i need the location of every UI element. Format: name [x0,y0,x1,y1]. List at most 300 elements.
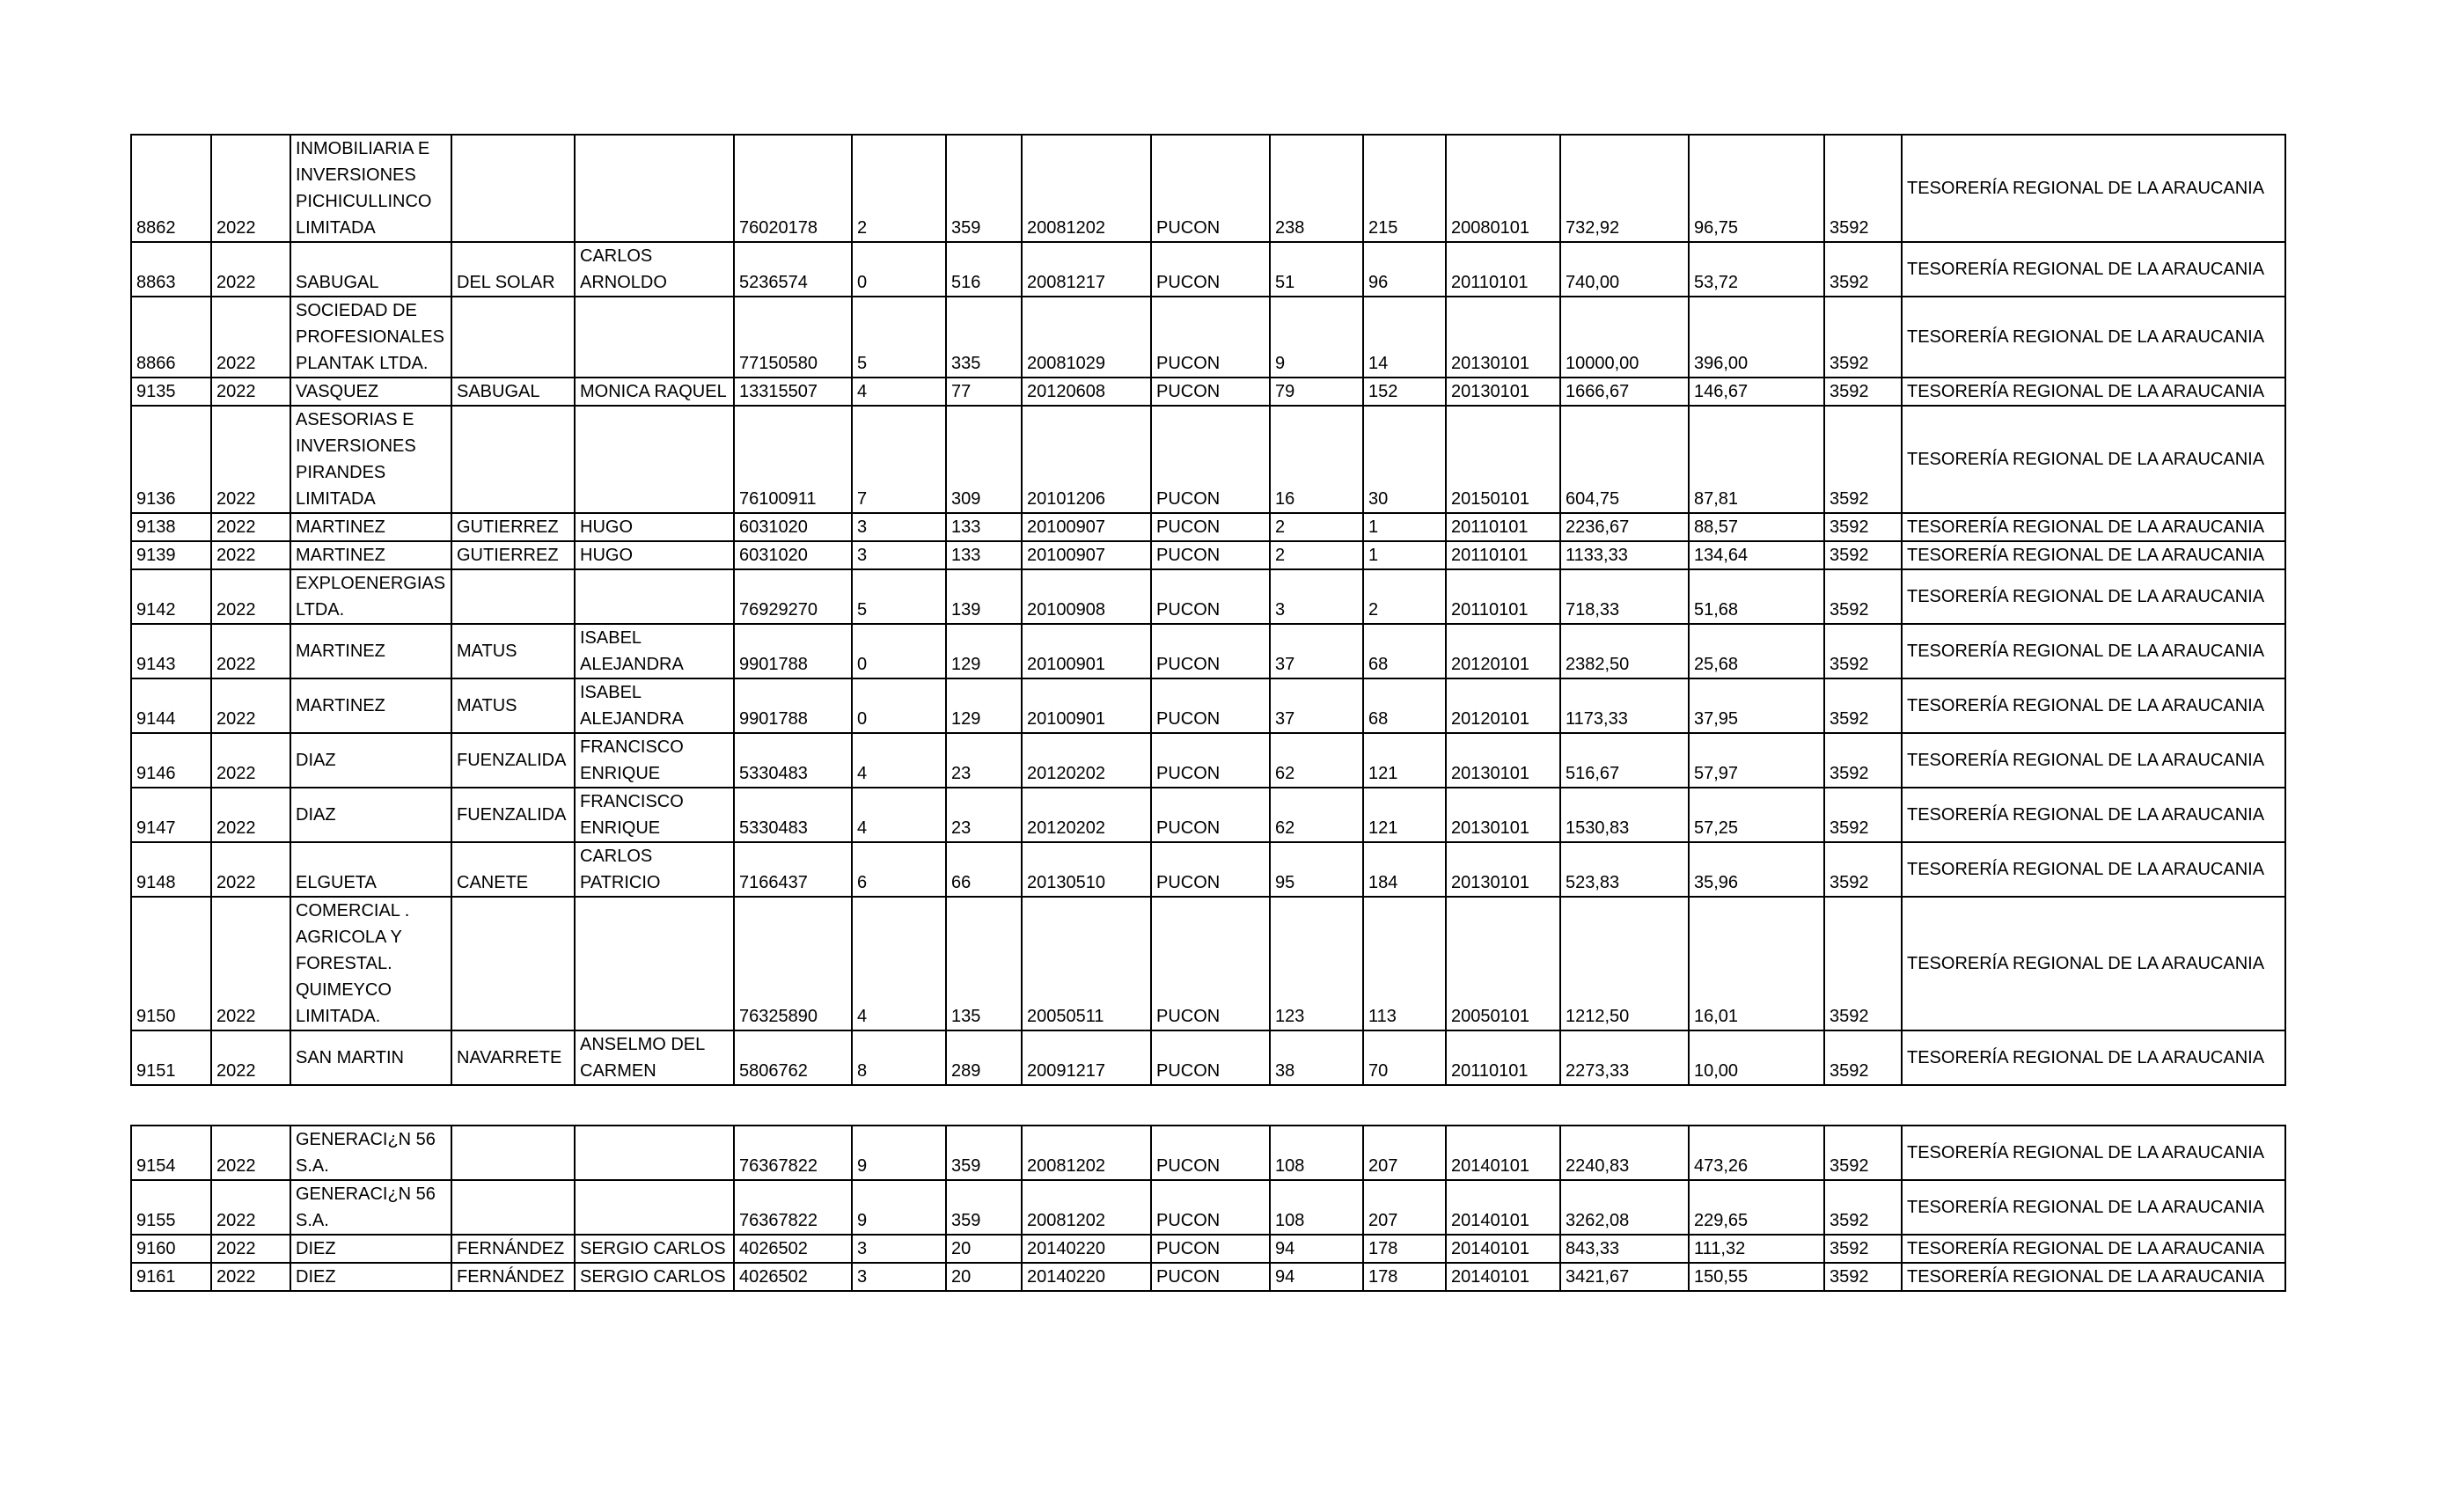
cell-treasury-office: TESORERÍA REGIONAL DE LA ARAUCANIA [1902,378,2285,406]
cell-check-digit: 6 [852,842,946,897]
cell-second-surname [451,569,575,624]
cell-commune: PUCON [1151,733,1270,788]
cell-role-number: 335 [946,297,1022,378]
cell-rut: 76325890 [734,897,852,1030]
cell-commune: PUCON [1151,678,1270,733]
cell-code: 3592 [1824,1030,1902,1085]
cell-role-number: 23 [946,733,1022,788]
cell-second-surname [451,135,575,242]
cell-treasury-office: TESORERÍA REGIONAL DE LA ARAUCANIA [1902,1126,2285,1180]
cell-tax-value: 96,75 [1689,135,1824,242]
cell-treasury-office: TESORERÍA REGIONAL DE LA ARAUCANIA [1902,1180,2285,1235]
cell-rut: 9901788 [734,624,852,678]
cell-rut: 4026502 [734,1263,852,1291]
cell-treasury-office: TESORERÍA REGIONAL DE LA ARAUCANIA [1902,513,2285,541]
table-row [131,135,2285,242]
cell-given-names: SERGIO CARLOS [575,1235,734,1263]
cell-tax-value: 53,72 [1689,242,1824,297]
cell-valid-from: 20140101 [1446,1263,1560,1291]
cell-valid-from: 20140101 [1446,1126,1560,1180]
cell-surname-or-company: DIEZ [290,1263,451,1291]
cell-lot: 178 [1363,1263,1446,1291]
cell-lot: 1 [1363,541,1446,569]
cell-record-id: 9135 [131,378,211,406]
cell-given-names [575,1180,734,1235]
cell-amount: 843,33 [1560,1235,1689,1263]
cell-lot: 178 [1363,1235,1446,1263]
cell-valid-from: 20130101 [1446,297,1560,378]
cell-second-surname: DEL SOLAR [451,242,575,297]
cell-check-digit: 3 [852,1235,946,1263]
table-row [131,1126,2285,1180]
cell-record-id: 9154 [131,1126,211,1180]
cell-commune: PUCON [1151,1126,1270,1180]
cell-check-digit: 9 [852,1180,946,1235]
cell-date-registered: 20101206 [1022,406,1151,513]
cell-year: 2022 [211,624,290,678]
cell-block: 123 [1270,897,1363,1030]
table-row [131,897,2285,1030]
cell-lot: 2 [1363,569,1446,624]
cell-surname-or-company: SOCIEDAD DE PROFESIONALES PLANTAK LTDA. [290,297,451,378]
cell-rut: 5806762 [734,1030,852,1085]
cell-year: 2022 [211,733,290,788]
cell-lot: 113 [1363,897,1446,1030]
cell-tax-value: 57,25 [1689,788,1824,842]
cell-commune: PUCON [1151,788,1270,842]
records-table-main-body [131,135,2285,1085]
cell-second-surname [451,897,575,1030]
cell-rut: 76929270 [734,569,852,624]
cell-surname-or-company: GENERACI¿N 56 S.A. [290,1126,451,1180]
cell-record-id: 9151 [131,1030,211,1085]
cell-given-names [575,897,734,1030]
cell-lot: 70 [1363,1030,1446,1085]
cell-second-surname: GUTIERREZ [451,541,575,569]
cell-block: 2 [1270,541,1363,569]
cell-given-names: ISABEL ALEJANDRA [575,678,734,733]
cell-commune: PUCON [1151,541,1270,569]
cell-year: 2022 [211,513,290,541]
cell-code: 3592 [1824,897,1902,1030]
cell-surname-or-company: MARTINEZ [290,678,451,733]
cell-surname-or-company: SAN MARTIN [290,1030,451,1085]
cell-record-id: 9138 [131,513,211,541]
cell-amount: 732,92 [1560,135,1689,242]
cell-amount: 3421,67 [1560,1263,1689,1291]
cell-rut: 6031020 [734,513,852,541]
cell-treasury-office: TESORERÍA REGIONAL DE LA ARAUCANIA [1902,842,2285,897]
cell-valid-from: 20110101 [1446,569,1560,624]
cell-treasury-office: TESORERÍA REGIONAL DE LA ARAUCANIA [1902,1030,2285,1085]
cell-check-digit: 5 [852,297,946,378]
cell-given-names: SERGIO CARLOS [575,1263,734,1291]
cell-check-digit: 3 [852,513,946,541]
cell-valid-from: 20050101 [1446,897,1560,1030]
cell-valid-from: 20140101 [1446,1180,1560,1235]
cell-amount: 10000,00 [1560,297,1689,378]
cell-year: 2022 [211,1263,290,1291]
cell-surname-or-company: EXPLOENERGIAS LTDA. [290,569,451,624]
cell-block: 108 [1270,1180,1363,1235]
cell-valid-from: 20130101 [1446,842,1560,897]
table-row [131,513,2285,541]
cell-rut: 9901788 [734,678,852,733]
cell-lot: 68 [1363,624,1446,678]
cell-role-number: 20 [946,1235,1022,1263]
cell-year: 2022 [211,678,290,733]
cell-role-number: 135 [946,897,1022,1030]
cell-surname-or-company: DIAZ [290,788,451,842]
table-row [131,678,2285,733]
cell-role-number: 20 [946,1263,1022,1291]
cell-code: 3592 [1824,541,1902,569]
cell-treasury-office: TESORERÍA REGIONAL DE LA ARAUCANIA [1902,1263,2285,1291]
table-row [131,1030,2285,1085]
cell-second-surname: CANETE [451,842,575,897]
cell-role-number: 133 [946,513,1022,541]
cell-tax-value: 150,55 [1689,1263,1824,1291]
cell-valid-from: 20110101 [1446,513,1560,541]
cell-code: 3592 [1824,1263,1902,1291]
table-row [131,541,2285,569]
cell-check-digit: 2 [852,135,946,242]
cell-block: 9 [1270,297,1363,378]
cell-lot: 121 [1363,733,1446,788]
cell-valid-from: 20120101 [1446,678,1560,733]
cell-surname-or-company: VASQUEZ [290,378,451,406]
cell-commune: PUCON [1151,842,1270,897]
cell-commune: PUCON [1151,569,1270,624]
cell-block: 62 [1270,733,1363,788]
cell-block: 51 [1270,242,1363,297]
cell-record-id: 9142 [131,569,211,624]
table-row [131,378,2285,406]
cell-code: 3592 [1824,406,1902,513]
table-row [131,297,2285,378]
cell-tax-value: 88,57 [1689,513,1824,541]
cell-amount: 604,75 [1560,406,1689,513]
cell-date-registered: 20081217 [1022,242,1151,297]
cell-year: 2022 [211,1030,290,1085]
cell-year: 2022 [211,135,290,242]
table-row [131,569,2285,624]
cell-tax-value: 146,67 [1689,378,1824,406]
cell-tax-value: 87,81 [1689,406,1824,513]
cell-tax-value: 25,68 [1689,624,1824,678]
cell-block: 38 [1270,1030,1363,1085]
cell-lot: 30 [1363,406,1446,513]
cell-code: 3592 [1824,1235,1902,1263]
cell-date-registered: 20100901 [1022,678,1151,733]
cell-rut: 7166437 [734,842,852,897]
cell-treasury-office: TESORERÍA REGIONAL DE LA ARAUCANIA [1902,624,2285,678]
cell-commune: PUCON [1151,406,1270,513]
cell-amount: 516,67 [1560,733,1689,788]
cell-rut: 5236574 [734,242,852,297]
cell-second-surname [451,297,575,378]
cell-check-digit: 4 [852,788,946,842]
cell-second-surname [451,1180,575,1235]
cell-treasury-office: TESORERÍA REGIONAL DE LA ARAUCANIA [1902,678,2285,733]
cell-date-registered: 20050511 [1022,897,1151,1030]
cell-role-number: 359 [946,1180,1022,1235]
cell-valid-from: 20130101 [1446,378,1560,406]
cell-check-digit: 0 [852,624,946,678]
cell-surname-or-company: DIAZ [290,733,451,788]
cell-commune: PUCON [1151,242,1270,297]
cell-year: 2022 [211,242,290,297]
cell-role-number: 77 [946,378,1022,406]
cell-valid-from: 20150101 [1446,406,1560,513]
cell-rut: 77150580 [734,297,852,378]
cell-code: 3592 [1824,242,1902,297]
cell-record-id: 9144 [131,678,211,733]
cell-given-names: HUGO [575,513,734,541]
cell-date-registered: 20120202 [1022,733,1151,788]
cell-date-registered: 20140220 [1022,1263,1151,1291]
cell-valid-from: 20130101 [1446,733,1560,788]
cell-lot: 68 [1363,678,1446,733]
cell-block: 3 [1270,569,1363,624]
cell-block: 79 [1270,378,1363,406]
cell-date-registered: 20100908 [1022,569,1151,624]
cell-code: 3592 [1824,788,1902,842]
cell-block: 108 [1270,1126,1363,1180]
cell-second-surname: GUTIERREZ [451,513,575,541]
cell-surname-or-company: INMOBILIARIA E INVERSIONES PICHICULLINCO LIMITADA [290,135,451,242]
cell-check-digit: 0 [852,242,946,297]
table-row [131,1235,2285,1263]
cell-role-number: 289 [946,1030,1022,1085]
cell-role-number: 139 [946,569,1022,624]
cell-year: 2022 [211,569,290,624]
cell-rut: 4026502 [734,1235,852,1263]
cell-second-surname: FUENZALIDA [451,788,575,842]
cell-code: 3592 [1824,297,1902,378]
cell-valid-from: 20110101 [1446,1030,1560,1085]
cell-amount: 1666,67 [1560,378,1689,406]
cell-date-registered: 20081029 [1022,297,1151,378]
cell-role-number: 129 [946,624,1022,678]
cell-surname-or-company: SABUGAL [290,242,451,297]
cell-rut: 76100911 [734,406,852,513]
cell-rut: 13315507 [734,378,852,406]
cell-block: 37 [1270,624,1363,678]
cell-year: 2022 [211,788,290,842]
cell-tax-value: 229,65 [1689,1180,1824,1235]
cell-commune: PUCON [1151,624,1270,678]
cell-surname-or-company: COMERCIAL . AGRICOLA Y FORESTAL. QUIMEYCO LIMITADA. [290,897,451,1030]
cell-record-id: 9147 [131,788,211,842]
cell-amount: 2236,67 [1560,513,1689,541]
cell-year: 2022 [211,897,290,1030]
cell-given-names [575,297,734,378]
cell-surname-or-company: MARTINEZ [290,541,451,569]
cell-check-digit: 3 [852,541,946,569]
cell-second-surname [451,406,575,513]
table-row [131,733,2285,788]
cell-code: 3592 [1824,1180,1902,1235]
cell-given-names [575,406,734,513]
cell-amount: 2382,50 [1560,624,1689,678]
cell-valid-from: 20130101 [1446,788,1560,842]
cell-block: 2 [1270,513,1363,541]
cell-amount: 718,33 [1560,569,1689,624]
cell-record-id: 9161 [131,1263,211,1291]
cell-code: 3592 [1824,513,1902,541]
cell-record-id: 9148 [131,842,211,897]
cell-date-registered: 20140220 [1022,1235,1151,1263]
cell-date-registered: 20130510 [1022,842,1151,897]
cell-check-digit: 3 [852,1263,946,1291]
cell-amount: 1133,33 [1560,541,1689,569]
cell-code: 3592 [1824,1126,1902,1180]
cell-block: 238 [1270,135,1363,242]
cell-check-digit: 7 [852,406,946,513]
cell-amount: 740,00 [1560,242,1689,297]
cell-check-digit: 4 [852,897,946,1030]
cell-block: 95 [1270,842,1363,897]
cell-tax-value: 16,01 [1689,897,1824,1030]
cell-commune: PUCON [1151,297,1270,378]
cell-tax-value: 35,96 [1689,842,1824,897]
cell-surname-or-company: MARTINEZ [290,624,451,678]
cell-treasury-office: TESORERÍA REGIONAL DE LA ARAUCANIA [1902,406,2285,513]
cell-code: 3592 [1824,842,1902,897]
cell-rut: 76020178 [734,135,852,242]
cell-block: 94 [1270,1235,1363,1263]
cell-amount: 1530,83 [1560,788,1689,842]
cell-given-names: MONICA RAQUEL [575,378,734,406]
cell-check-digit: 8 [852,1030,946,1085]
cell-commune: PUCON [1151,513,1270,541]
cell-check-digit: 9 [852,1126,946,1180]
cell-date-registered: 20100901 [1022,624,1151,678]
cell-second-surname: SABUGAL [451,378,575,406]
cell-block: 94 [1270,1263,1363,1291]
table-row [131,1180,2285,1235]
cell-commune: PUCON [1151,1235,1270,1263]
cell-lot: 207 [1363,1126,1446,1180]
cell-given-names: CARLOS PATRICIO [575,842,734,897]
cell-valid-from: 20080101 [1446,135,1560,242]
cell-given-names: CARLOS ARNOLDO [575,242,734,297]
cell-code: 3592 [1824,569,1902,624]
cell-given-names [575,1126,734,1180]
cell-lot: 184 [1363,842,1446,897]
cell-commune: PUCON [1151,1263,1270,1291]
cell-second-surname: FERNÁNDEZ [451,1263,575,1291]
cell-given-names: FRANCISCO ENRIQUE [575,733,734,788]
table-row [131,242,2285,297]
cell-valid-from: 20140101 [1446,1235,1560,1263]
cell-given-names: ANSELMO DEL CARMEN [575,1030,734,1085]
cell-amount: 1212,50 [1560,897,1689,1030]
cell-year: 2022 [211,406,290,513]
cell-record-id: 9150 [131,897,211,1030]
cell-valid-from: 20110101 [1446,242,1560,297]
cell-record-id: 9139 [131,541,211,569]
cell-tax-value: 51,68 [1689,569,1824,624]
table-row [131,624,2285,678]
cell-rut: 5330483 [734,788,852,842]
cell-commune: PUCON [1151,1030,1270,1085]
cell-role-number: 516 [946,242,1022,297]
cell-check-digit: 0 [852,678,946,733]
cell-date-registered: 20081202 [1022,135,1151,242]
cell-record-id: 9160 [131,1235,211,1263]
cell-check-digit: 4 [852,378,946,406]
cell-lot: 121 [1363,788,1446,842]
cell-check-digit: 4 [852,733,946,788]
records-table-main [130,134,2286,1086]
cell-treasury-office: TESORERÍA REGIONAL DE LA ARAUCANIA [1902,569,2285,624]
cell-year: 2022 [211,1126,290,1180]
cell-rut: 76367822 [734,1180,852,1235]
cell-record-id: 8863 [131,242,211,297]
cell-lot: 207 [1363,1180,1446,1235]
cell-date-registered: 20120608 [1022,378,1151,406]
cell-year: 2022 [211,541,290,569]
cell-second-surname: FERNÁNDEZ [451,1235,575,1263]
cell-commune: PUCON [1151,897,1270,1030]
cell-treasury-office: TESORERÍA REGIONAL DE LA ARAUCANIA [1902,135,2285,242]
cell-amount: 1173,33 [1560,678,1689,733]
cell-lot: 14 [1363,297,1446,378]
cell-date-registered: 20091217 [1022,1030,1151,1085]
cell-year: 2022 [211,378,290,406]
cell-surname-or-company: GENERACI¿N 56 S.A. [290,1180,451,1235]
cell-second-surname [451,1126,575,1180]
cell-amount: 523,83 [1560,842,1689,897]
cell-given-names [575,135,734,242]
cell-date-registered: 20120202 [1022,788,1151,842]
cell-role-number: 359 [946,1126,1022,1180]
cell-treasury-office: TESORERÍA REGIONAL DE LA ARAUCANIA [1902,242,2285,297]
cell-surname-or-company: ELGUETA [290,842,451,897]
cell-treasury-office: TESORERÍA REGIONAL DE LA ARAUCANIA [1902,733,2285,788]
cell-code: 3592 [1824,678,1902,733]
cell-role-number: 359 [946,135,1022,242]
cell-record-id: 9155 [131,1180,211,1235]
cell-lot: 1 [1363,513,1446,541]
cell-block: 62 [1270,788,1363,842]
cell-surname-or-company: ASESORIAS E INVERSIONES PIRANDES LIMITADA [290,406,451,513]
cell-lot: 152 [1363,378,1446,406]
cell-tax-value: 396,00 [1689,297,1824,378]
cell-tax-value: 10,00 [1689,1030,1824,1085]
cell-surname-or-company: DIEZ [290,1235,451,1263]
cell-commune: PUCON [1151,135,1270,242]
cell-year: 2022 [211,297,290,378]
cell-record-id: 9136 [131,406,211,513]
cell-second-surname: NAVARRETE [451,1030,575,1085]
table-row [131,788,2285,842]
cell-record-id: 8866 [131,297,211,378]
cell-block: 37 [1270,678,1363,733]
cell-tax-value: 473,26 [1689,1126,1824,1180]
table-row [131,1263,2285,1291]
cell-code: 3592 [1824,624,1902,678]
cell-tax-value: 37,95 [1689,678,1824,733]
cell-second-surname: MATUS [451,678,575,733]
cell-amount: 3262,08 [1560,1180,1689,1235]
cell-role-number: 23 [946,788,1022,842]
cell-rut: 5330483 [734,733,852,788]
cell-code: 3592 [1824,135,1902,242]
cell-surname-or-company: MARTINEZ [290,513,451,541]
